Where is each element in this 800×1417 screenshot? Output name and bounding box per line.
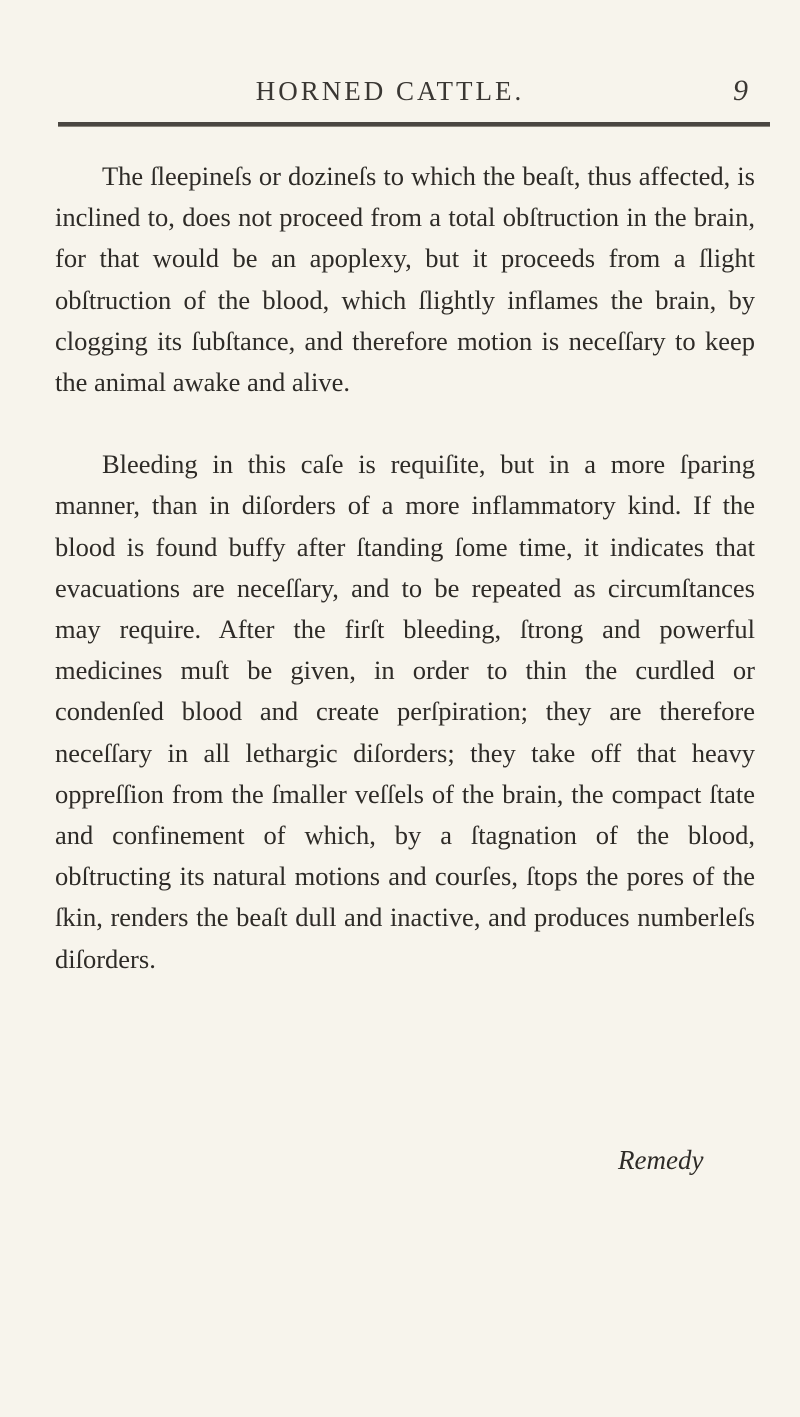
paragraph-sleepiness: The ſleepineſs or dozineſs to which the beaſt, thus affected, is inclined to, does not proceed from a total obſtruction in the brain, for that would be an apoplexy, but it proceeds from a ſlight obſtruction of the blood, which ſlightly inflames the brain, by clogging its ſubſtance, and therefore motion is neceſſary to keep the animal awake and alive. [55,161,755,398]
body-text [55,156,755,980]
running-title: HORNED CATTLE. [255,76,525,106]
catchword: Remedy [618,1145,704,1175]
running-head [0,76,800,106]
paragraph-bleeding: Bleeding in this caſe is requiſite, but in a more ſparing manner, than in diſorders of a more inflammatory kind. If the blood is found buffy after ſtanding ſome time, it indicates that evacuations are neceſſary, and to be repeated as circumſtances may require. After the firſt bleeding, ſtrong and powerful medicines muſt be given, in order to thin the curdled or condenſed blood and create perſpiration; they are therefore neceſſary in all lethargic diſorders; they take off that heavy oppreſſion from the ſmaller veſſels of the brain, the compact ſtate and confinement of which, by a ſtagnation of the blood, obſtructing its natural motions and courſes, ſtops the pores of the ſkin, renders the beaſt dull and inactive, and produces numberleſs diſorders. [55,449,755,974]
page-number: 9 [733,74,748,107]
header-rule [58,122,770,127]
